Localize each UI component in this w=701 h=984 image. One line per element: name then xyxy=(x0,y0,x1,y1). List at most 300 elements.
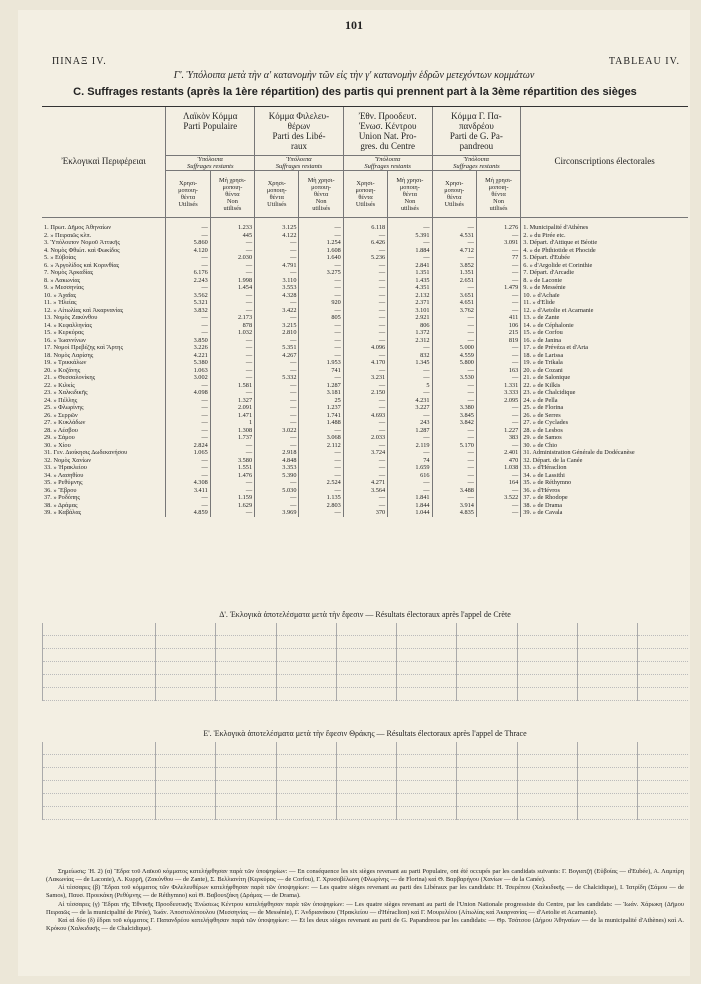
empty-cell xyxy=(457,781,517,794)
circonscription-french: » de Larissa xyxy=(532,351,564,359)
district-name xyxy=(42,284,166,292)
row-number: 5. xyxy=(523,254,528,261)
district-greek: Νομὸς Ζακύνθου xyxy=(53,314,98,321)
used-value: 3.832 xyxy=(166,307,210,315)
used-value: — xyxy=(255,434,299,442)
used-value: 1.063 xyxy=(166,367,210,375)
used-value: 5.390 xyxy=(255,472,299,480)
unused-value: — xyxy=(299,284,343,292)
district-name xyxy=(42,359,166,367)
used-value: 3.852 xyxy=(432,262,476,270)
empty-cell xyxy=(276,636,336,649)
empty-cell xyxy=(43,807,156,820)
row-number: 8. xyxy=(44,276,49,284)
circonscription-french: » de Janina xyxy=(532,336,562,344)
row-number: 31. xyxy=(523,449,532,456)
row-number: 22. xyxy=(44,381,52,389)
unused-value: 1.471 xyxy=(210,412,254,420)
unused-value: 106 xyxy=(476,322,520,330)
row-number: 35. xyxy=(44,479,52,486)
unused-value: 1.581 xyxy=(210,382,254,390)
table-row xyxy=(42,254,688,262)
circonscription-french: » de Lesbos xyxy=(532,426,563,434)
table-row xyxy=(42,367,688,375)
district-name xyxy=(42,262,166,270)
empty-cell xyxy=(276,781,336,794)
unused-value: — xyxy=(299,352,343,360)
unused-value: — xyxy=(476,352,520,360)
suffrages-table xyxy=(42,106,688,517)
district-greek: » Εὐβοίας xyxy=(50,254,76,261)
empty-cell xyxy=(638,807,688,820)
empty-cell xyxy=(156,781,216,794)
unused-value: 1.233 xyxy=(210,218,254,232)
unused-value: 5 xyxy=(388,382,432,390)
suffrages-restants-subheader: Ὑπόλοιπα Suffrages restants xyxy=(343,156,432,171)
district-name xyxy=(42,464,166,472)
circonscription-french: » de Messénie xyxy=(529,284,566,291)
empty-cell xyxy=(336,794,396,807)
empty-cell xyxy=(336,688,396,701)
unused-value: — xyxy=(299,509,343,517)
used-value: — xyxy=(166,404,210,412)
district-name xyxy=(42,427,166,435)
district-name xyxy=(42,299,166,307)
empty-cell xyxy=(577,675,637,688)
used-value: — xyxy=(343,329,387,337)
table-row xyxy=(42,262,688,270)
unused-value: 1 xyxy=(210,419,254,427)
circonscription-name xyxy=(521,457,688,465)
empty-sections xyxy=(42,610,688,820)
table-row xyxy=(42,247,688,255)
empty-cell xyxy=(216,675,276,688)
empty-cell xyxy=(577,688,637,701)
used-value: 5.860 xyxy=(166,239,210,247)
unused-value: — xyxy=(476,299,520,307)
district-name xyxy=(42,292,166,300)
row-number: 4. xyxy=(523,246,528,254)
district-greek: » Ἰωαννίνων xyxy=(53,336,86,344)
empty-cell xyxy=(517,768,577,781)
empty-grid-row xyxy=(43,649,689,662)
used-value: — xyxy=(166,457,210,465)
row-number: 14. xyxy=(44,321,52,329)
empty-cell xyxy=(517,623,577,636)
row-number: 3. xyxy=(523,239,528,246)
used-value: 4.693 xyxy=(343,412,387,420)
row-number: 30. xyxy=(523,441,532,449)
empty-cell xyxy=(336,755,396,768)
used-value: 1.351 xyxy=(432,269,476,277)
unused-value: 411 xyxy=(476,314,520,322)
row-number: 25. xyxy=(44,404,52,411)
district-greek: » Αἰτωλίας καὶ Ἀκαρνανίας xyxy=(53,306,124,314)
suffrages-restants-subheader: Ὑπόλοιπα Suffrages restants xyxy=(166,156,255,171)
empty-cell xyxy=(43,742,156,755)
used-value: 4.651 xyxy=(432,299,476,307)
used-value: 3.562 xyxy=(166,292,210,300)
empty-cell xyxy=(577,623,637,636)
district-name xyxy=(42,277,166,285)
empty-cell xyxy=(457,623,517,636)
empty-cell xyxy=(397,781,457,794)
row-number: 30. xyxy=(44,441,52,449)
empty-cell xyxy=(43,649,156,662)
empty-grid-row xyxy=(43,636,689,649)
district-name xyxy=(42,352,166,360)
row-number: 23. xyxy=(44,389,52,396)
district-greek: » Ἀχαΐας xyxy=(53,291,77,299)
unused-value: — xyxy=(299,457,343,465)
row-number: 34. xyxy=(523,471,532,479)
used-value: 3.231 xyxy=(343,374,387,382)
row-number: 28. xyxy=(523,426,532,434)
circonscription-french: » de Phthiotide et Phocide xyxy=(529,246,596,254)
used-value: — xyxy=(432,218,476,232)
unused-value: — xyxy=(210,487,254,495)
district-column-header: Ἐκλογικαὶ Περιφέρειαι xyxy=(42,107,166,218)
empty-cell xyxy=(577,794,637,807)
used-value: — xyxy=(343,232,387,240)
unused-value: 1.135 xyxy=(299,494,343,502)
unused-value: 3.101 xyxy=(388,307,432,315)
unused-value: — xyxy=(299,307,343,315)
used-value: 3.842 xyxy=(432,419,476,427)
used-value: — xyxy=(166,464,210,472)
table-row xyxy=(42,389,688,397)
empty-cell xyxy=(397,623,457,636)
circonscription-name xyxy=(521,442,688,450)
empty-cell xyxy=(517,636,577,649)
unused-value: 4.231 xyxy=(388,397,432,405)
circonscription-french: Départ. de la Canée xyxy=(532,456,583,464)
empty-grid-crete xyxy=(42,623,688,701)
row-number: 6. xyxy=(44,261,49,269)
table-row xyxy=(42,337,688,345)
district-greek: » Κυκλάδων xyxy=(53,419,86,426)
used-value: 3.564 xyxy=(343,487,387,495)
empty-cell xyxy=(638,649,688,662)
empty-cell xyxy=(577,768,637,781)
used-value: 3.553 xyxy=(255,284,299,292)
used-value: — xyxy=(343,262,387,270)
used-value: — xyxy=(343,292,387,300)
unused-value: — xyxy=(476,307,520,315)
row-number: 13. xyxy=(44,314,52,321)
unused-value: — xyxy=(299,262,343,270)
empty-cell xyxy=(43,688,156,701)
unused-value: 243 xyxy=(388,419,432,427)
table-row xyxy=(42,487,688,495)
table-row xyxy=(42,419,688,427)
used-value: 2.243 xyxy=(166,277,210,285)
empty-grid-row xyxy=(43,742,689,755)
unused-value: — xyxy=(476,344,520,352)
used-value: — xyxy=(343,404,387,412)
row-number: 18. xyxy=(44,351,52,359)
unused-value: — xyxy=(388,479,432,487)
used-value: — xyxy=(255,254,299,262)
unused-value: — xyxy=(476,269,520,277)
table-row xyxy=(42,239,688,247)
used-value: 3.969 xyxy=(255,509,299,517)
footnote: Καὶ αἱ δύο (δ) ἕδραι τοῦ κόμματος Γ. Παπανδρέου κατελήφθησαν παρὰ τῶν ὑποψηφίων: — Et les deux sièges revenant au parti de G. Papandreou par les candidats: — Θρ. Τσάτσου (Δήμου Ἀθηναίων — de la municipalité d'Athènes) καὶ Α. Κρόκου (Χαλκιδικῆς — de Chalcidique). xyxy=(46,917,684,932)
unused-value: 2.095 xyxy=(476,397,520,405)
row-number: 9. xyxy=(44,284,49,291)
unused-value: — xyxy=(476,502,520,510)
used-value: 6.176 xyxy=(166,269,210,277)
circonscription-french: » de Chio xyxy=(532,441,558,449)
unused-value: 1.276 xyxy=(476,218,520,232)
document-page xyxy=(18,10,690,976)
empty-cell xyxy=(156,807,216,820)
circonscription-name xyxy=(521,344,688,352)
row-number: 27. xyxy=(523,419,532,426)
empty-cell xyxy=(336,649,396,662)
district-name xyxy=(42,404,166,412)
unused-value: — xyxy=(388,218,432,232)
circonscription-french: » de Chalcidique xyxy=(532,389,576,396)
circonscription-french: » du Pirée etc. xyxy=(529,231,566,239)
district-greek: » Ρεθύμνης xyxy=(53,479,83,486)
row-number: 28. xyxy=(44,426,52,434)
circonscription-name xyxy=(521,284,688,292)
row-number: 17. xyxy=(523,344,532,351)
district-greek: » Χαλκιδικῆς xyxy=(53,389,88,396)
unused-value: 1.741 xyxy=(299,412,343,420)
table-row xyxy=(42,277,688,285)
unused-value: — xyxy=(388,239,432,247)
used-value: 3.110 xyxy=(255,277,299,285)
used-value: — xyxy=(166,262,210,270)
empty-cell xyxy=(638,688,688,701)
empty-cell xyxy=(457,649,517,662)
row-number: 19. xyxy=(523,359,532,366)
used-value: — xyxy=(166,427,210,435)
circonscription-french: » de Serres xyxy=(532,411,561,419)
unused-value: 1.308 xyxy=(210,427,254,435)
district-greek: » Λέσβου xyxy=(53,426,78,434)
used-value: — xyxy=(343,367,387,375)
empty-cell xyxy=(336,781,396,794)
unused-value: — xyxy=(299,232,343,240)
used-value: 3.002 xyxy=(166,374,210,382)
unused-value: 3.580 xyxy=(210,457,254,465)
district-name xyxy=(42,434,166,442)
district-greek: » Σάμου xyxy=(53,434,75,441)
used-value: 3.353 xyxy=(255,464,299,472)
used-value: 3.914 xyxy=(432,502,476,510)
empty-cell xyxy=(156,768,216,781)
unused-value: 741 xyxy=(299,367,343,375)
row-number: 18. xyxy=(523,351,532,359)
used-column-header: Χρησι- μοποιη- θέντα Utilisés xyxy=(432,171,476,218)
row-number: 8. xyxy=(523,276,528,284)
row-number: 39. xyxy=(44,509,52,516)
empty-cell xyxy=(397,742,457,755)
unused-value: — xyxy=(299,329,343,337)
row-number: 31. xyxy=(44,449,52,456)
used-value: 3.488 xyxy=(432,487,476,495)
party-name: Κόμμα Γ. Πα- πανδρέου Parti de G. Pa- pandreou xyxy=(449,111,503,151)
row-number: 12. xyxy=(523,306,532,314)
empty-cell xyxy=(336,807,396,820)
empty-cell xyxy=(457,807,517,820)
party-name: Ἐθν. Προοδευτ. Ἐνωσ. Κέντρου Union Nat. Pro- gres. du Centre xyxy=(358,111,417,151)
table-row xyxy=(42,352,688,360)
circonscription-name xyxy=(521,299,688,307)
unused-value: — xyxy=(388,367,432,375)
unused-value: — xyxy=(388,389,432,397)
table-row xyxy=(42,464,688,472)
used-value: 4.267 xyxy=(255,352,299,360)
empty-cell xyxy=(397,649,457,662)
empty-cell xyxy=(43,755,156,768)
unused-value: — xyxy=(299,277,343,285)
unused-value: 1.640 xyxy=(299,254,343,262)
used-value: 5.000 xyxy=(432,344,476,352)
unused-value: — xyxy=(388,487,432,495)
empty-cell xyxy=(638,755,688,768)
used-value: — xyxy=(432,427,476,435)
table-row xyxy=(42,479,688,487)
district-name xyxy=(42,442,166,450)
circonscription-name xyxy=(521,397,688,405)
unused-value: — xyxy=(210,299,254,307)
empty-grid-row xyxy=(43,781,689,794)
unused-value: — xyxy=(388,434,432,442)
empty-cell xyxy=(517,794,577,807)
unused-value: 2.091 xyxy=(210,404,254,412)
empty-cell xyxy=(336,636,396,649)
unused-value: 1.629 xyxy=(210,502,254,510)
unused-value: 383 xyxy=(476,434,520,442)
empty-cell xyxy=(397,755,457,768)
circonscription-name xyxy=(521,239,688,247)
used-value: 3.226 xyxy=(166,344,210,352)
district-name xyxy=(42,472,166,480)
used-value: 4.096 xyxy=(343,344,387,352)
circonscription-french: » d'Achaïe xyxy=(532,291,560,299)
row-number: 39. xyxy=(523,509,532,516)
used-value: 5.170 xyxy=(432,442,476,450)
used-value: — xyxy=(255,404,299,412)
used-value: 3.850 xyxy=(166,337,210,345)
used-value: 3.845 xyxy=(432,412,476,420)
district-name xyxy=(42,367,166,375)
empty-cell xyxy=(457,794,517,807)
unused-value: — xyxy=(210,269,254,277)
unused-value: 1.237 xyxy=(299,404,343,412)
row-number: 22. xyxy=(523,381,532,389)
row-number: 29. xyxy=(523,434,532,441)
district-greek: » Μεσσηνίας xyxy=(50,284,84,291)
empty-cell xyxy=(517,662,577,675)
unused-value: 1.435 xyxy=(388,277,432,285)
used-value: — xyxy=(255,442,299,450)
unused-value: 77 xyxy=(476,254,520,262)
empty-cell xyxy=(397,807,457,820)
unused-value: 25 xyxy=(299,397,343,405)
circonscription-name xyxy=(521,412,688,420)
empty-cell xyxy=(577,649,637,662)
row-number: 33. xyxy=(44,464,52,471)
empty-cell xyxy=(517,675,577,688)
unused-column-header: Μὴ χρησι- μοποιη- θέντα Non utilisés xyxy=(388,171,432,218)
unused-value: 1.227 xyxy=(476,427,520,435)
unused-value: 805 xyxy=(299,314,343,322)
used-value: — xyxy=(166,382,210,390)
used-value: — xyxy=(166,502,210,510)
empty-cell xyxy=(43,623,156,636)
footnote: Σημείωσις: Ἡ. 2) (α) Ἕδρα τοῦ Λαϊκοῦ κόμματος κατελήφθησαν παρὰ τῶν ὑποψηφίων: — En conséquence les six sièges revenant au parti Populaire, ont été occupés par les candidats suivants: Γ. Βογιατζῆ (Εὐβοίας — d'Eubée), Α. Λαμπίρη (Λακωνίας — de Laconie), Λ. Κυρρῆ, (Ζακύνθου — de Zante), Σ. Βελλιανίτη (Κερκύρας — de Corfou), Γ. Χρυσοβέλωνη (Φλωρίνης — de Florina) καὶ Θ. Βαρβαρήγου (Χανίων — de la Canée). xyxy=(46,868,684,883)
unused-value: — xyxy=(210,247,254,255)
empty-cell xyxy=(457,755,517,768)
circonscription-name xyxy=(521,218,688,232)
district-greek: » Πέλλης xyxy=(53,396,78,404)
circonscription-french: » de Kilkis xyxy=(532,381,561,389)
used-value: 3.724 xyxy=(343,449,387,457)
party-header-liberals xyxy=(255,107,344,156)
unused-value: — xyxy=(388,449,432,457)
empty-cell xyxy=(336,768,396,781)
row-number: 15. xyxy=(44,329,52,336)
empty-cell xyxy=(577,662,637,675)
unused-value: — xyxy=(210,262,254,270)
district-name xyxy=(42,419,166,427)
empty-cell xyxy=(156,649,216,662)
circonscription-french: » de Florina xyxy=(532,404,564,411)
used-value: 4.559 xyxy=(432,352,476,360)
used-value: 2.033 xyxy=(343,434,387,442)
used-value: 2.824 xyxy=(166,442,210,450)
circonscription-name xyxy=(521,307,688,315)
empty-cell xyxy=(517,781,577,794)
district-name xyxy=(42,269,166,277)
row-number: 4. xyxy=(44,246,49,254)
empty-cell xyxy=(216,623,276,636)
used-value: 4.120 xyxy=(166,247,210,255)
unused-value: — xyxy=(210,344,254,352)
row-number: 10. xyxy=(523,291,532,299)
unused-value: 164 xyxy=(476,479,520,487)
table-row xyxy=(42,299,688,307)
circonscription-french: » d'Aetolie et Acarnanie xyxy=(532,306,594,314)
empty-cell xyxy=(517,807,577,820)
used-value: — xyxy=(432,329,476,337)
table-row xyxy=(42,434,688,442)
unused-value: — xyxy=(210,352,254,360)
unused-value: 470 xyxy=(476,457,520,465)
used-value: 4.098 xyxy=(166,389,210,397)
circonscription-name xyxy=(521,449,688,457)
party-header-papandreou xyxy=(432,107,521,156)
circonscription-name xyxy=(521,472,688,480)
unused-value: — xyxy=(210,374,254,382)
row-number: 24. xyxy=(44,396,52,404)
district-greek: Γεν. Διοίκησις Δωδεκανήσου xyxy=(53,449,128,456)
circonscription-french: Départ. d'Attique et Béotie xyxy=(529,239,598,246)
used-value: — xyxy=(343,442,387,450)
unused-value: — xyxy=(476,232,520,240)
used-value: — xyxy=(255,389,299,397)
unused-value: — xyxy=(210,337,254,345)
used-value: — xyxy=(432,322,476,330)
empty-cell xyxy=(43,675,156,688)
used-value: — xyxy=(255,494,299,502)
unused-value: 819 xyxy=(476,337,520,345)
